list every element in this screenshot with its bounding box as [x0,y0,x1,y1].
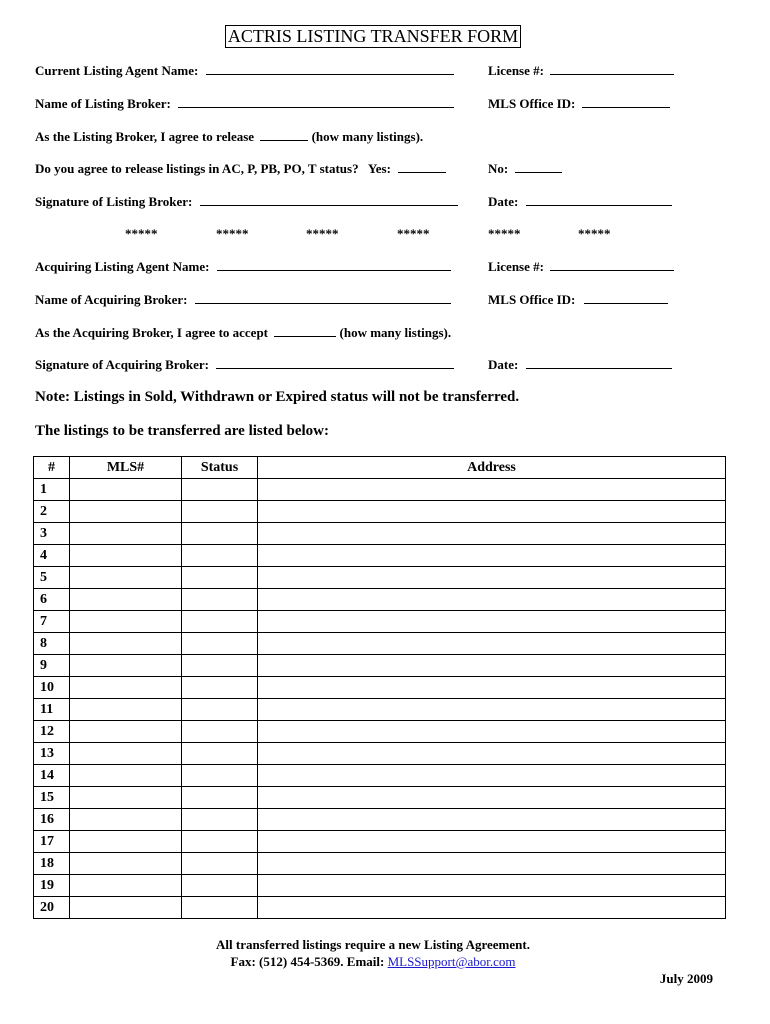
row-number: 1 [34,479,70,501]
yes-label: Yes: [367,161,391,176]
footer-agreement: All transferred listings require a new Listing Agreement. [216,937,530,952]
no-label: No: [488,161,509,176]
note-text: Note: Listings in Sold, Withdrawn or Expired status will not be transferred. [35,389,520,405]
current-agent-row [35,63,454,79]
license-row-1 [488,63,674,79]
row-mls-cell[interactable] [70,787,182,809]
separator-star-3: ***** [306,226,339,241]
table-row [34,479,726,501]
date-row-2 [488,357,672,373]
table-row [34,897,726,919]
row-number: 19 [34,875,70,897]
mls-office-field-1[interactable] [582,107,670,108]
release-row [35,129,423,145]
row-address-cell[interactable] [258,743,726,765]
row-number: 3 [34,523,70,545]
signature-listing-label: Signature of Listing Broker: [35,194,193,209]
row-number: 14 [34,765,70,787]
row-address-cell[interactable] [258,897,726,919]
release-status-label: Do you agree to release listings in AC, P, PB, PO, T status? [35,161,359,176]
row-status-cell[interactable] [182,765,258,787]
acquiring-agent-label: Acquiring Listing Agent Name: [35,259,210,274]
row-mls-cell[interactable] [70,655,182,677]
mls-office-row-2 [488,292,668,308]
license-field-2[interactable] [550,270,674,271]
no-row [488,161,562,177]
table-header-row [34,457,726,479]
header-number: # [34,457,70,479]
row-mls-cell[interactable] [70,677,182,699]
release-status-row [35,161,446,177]
table-row [34,655,726,677]
row-mls-cell[interactable] [70,501,182,523]
date-field-2[interactable] [526,368,672,369]
table-row [34,765,726,787]
mls-office-label-1: MLS Office ID: [488,96,576,111]
license-row-2 [488,259,674,275]
row-mls-cell[interactable] [70,589,182,611]
table-row [34,633,726,655]
table-row [34,809,726,831]
row-number: 8 [34,633,70,655]
release-label: As the Listing Broker, I agree to release [35,129,255,144]
table-row [34,853,726,875]
header-mls: MLS# [70,457,182,479]
row-mls-cell[interactable] [70,765,182,787]
row-address-cell[interactable] [258,567,726,589]
row-address-cell[interactable] [258,589,726,611]
row-mls-cell[interactable] [70,611,182,633]
row-mls-cell[interactable] [70,897,182,919]
row-status-cell[interactable] [182,633,258,655]
separator-star-5: ***** [488,226,521,241]
row-address-cell[interactable] [258,699,726,721]
mls-office-field-2[interactable] [584,303,668,304]
row-address-cell[interactable] [258,831,726,853]
row-status-cell[interactable] [182,611,258,633]
footer-fax: Fax: (512) 454-5369. Email: [230,954,385,969]
signature-acquiring-row [35,357,454,373]
row-mls-cell[interactable] [70,523,182,545]
separator-star-1: ***** [125,226,158,241]
table-row [34,699,726,721]
row-mls-cell[interactable] [70,853,182,875]
row-mls-cell[interactable] [70,809,182,831]
signature-listing-row [35,194,458,210]
row-address-cell[interactable] [258,501,726,523]
row-status-cell[interactable] [182,479,258,501]
acquiring-broker-label: Name of Acquiring Broker: [35,292,188,307]
footer-contact [0,954,746,970]
row-address-cell[interactable] [258,765,726,787]
row-address-cell[interactable] [258,611,726,633]
date-row-1 [488,194,672,210]
row-number: 20 [34,897,70,919]
row-mls-cell[interactable] [70,567,182,589]
row-address-cell[interactable] [258,655,726,677]
acquiring-agent-field[interactable] [217,270,451,271]
table-row [34,523,726,545]
row-number: 5 [34,567,70,589]
row-status-cell[interactable] [182,523,258,545]
license-label-2: License #: [488,259,544,274]
row-status-cell[interactable] [182,853,258,875]
current-agent-label: Current Listing Agent Name: [35,63,199,78]
separator-star-2: ***** [216,226,249,241]
row-status-cell[interactable] [182,699,258,721]
signature-listing-field[interactable] [200,205,458,206]
row-number: 11 [34,699,70,721]
row-address-cell[interactable] [258,875,726,897]
row-address-cell[interactable] [258,853,726,875]
table-row [34,831,726,853]
row-address-cell[interactable] [258,721,726,743]
separator-star-4: ***** [397,226,430,241]
table-row [34,677,726,699]
release-count-field[interactable] [260,140,308,141]
table-row [34,567,726,589]
row-status-cell[interactable] [182,897,258,919]
mls-office-row-1 [488,96,670,112]
table-body [34,479,726,919]
row-status-cell[interactable] [182,655,258,677]
header-address: Address [258,457,726,479]
row-mls-cell[interactable] [70,831,182,853]
row-status-cell[interactable] [182,831,258,853]
no-field[interactable] [515,172,562,173]
date-label-1: Date: [488,194,519,209]
row-number: 16 [34,809,70,831]
row-status-cell[interactable] [182,875,258,897]
row-number: 18 [34,853,70,875]
row-number: 4 [34,545,70,567]
row-number: 12 [34,721,70,743]
listed-below-text: The listings to be transferred are listed below: [35,423,330,439]
current-agent-field[interactable] [206,74,454,75]
table-row [34,875,726,897]
row-status-cell[interactable] [182,545,258,567]
row-number: 10 [34,677,70,699]
row-address-cell[interactable] [258,809,726,831]
row-status-cell[interactable] [182,501,258,523]
row-number: 17 [34,831,70,853]
row-address-cell[interactable] [258,633,726,655]
yes-field[interactable] [398,172,446,173]
header-status: Status [182,457,258,479]
release-suffix: (how many listings). [311,129,424,144]
date-label-2: Date: [488,357,519,372]
license-label-1: License #: [488,63,544,78]
accept-row [35,325,451,341]
table-row [34,545,726,567]
row-mls-cell[interactable] [70,875,182,897]
row-address-cell[interactable] [258,545,726,567]
acquiring-broker-field[interactable] [195,303,451,304]
form-date: July 2009 [659,971,713,986]
row-status-cell[interactable] [182,589,258,611]
row-number: 15 [34,787,70,809]
date-field-1[interactable] [526,205,672,206]
row-mls-cell[interactable] [70,721,182,743]
table-row [34,501,726,523]
row-address-cell[interactable] [258,677,726,699]
row-mls-cell[interactable] [70,743,182,765]
listing-broker-row [35,96,454,112]
form-title [0,25,746,48]
acquiring-agent-row [35,259,451,275]
row-mls-cell[interactable] [70,479,182,501]
acquiring-broker-row [35,292,451,308]
row-mls-cell[interactable] [70,545,182,567]
listings-table [33,456,726,919]
accept-label: As the Acquiring Broker, I agree to accept [35,325,269,340]
signature-acquiring-field[interactable] [216,368,454,369]
table-row [34,743,726,765]
row-status-cell[interactable] [182,721,258,743]
table-row [34,611,726,633]
row-number: 7 [34,611,70,633]
row-status-cell[interactable] [182,809,258,831]
row-status-cell[interactable] [182,677,258,699]
email-link[interactable]: MLSSupport@abor.com [387,954,516,969]
row-address-cell[interactable] [258,479,726,501]
license-field-1[interactable] [550,74,674,75]
listing-broker-field[interactable] [178,107,454,108]
separator-star-6: ***** [578,226,611,241]
table-row [34,589,726,611]
row-status-cell[interactable] [182,787,258,809]
row-status-cell[interactable] [182,567,258,589]
row-mls-cell[interactable] [70,699,182,721]
row-address-cell[interactable] [258,523,726,545]
row-address-cell[interactable] [258,787,726,809]
table-row [34,721,726,743]
row-status-cell[interactable] [182,743,258,765]
row-number: 13 [34,743,70,765]
accept-count-field[interactable] [274,336,336,337]
row-number: 6 [34,589,70,611]
table-row [34,787,726,809]
listing-broker-label: Name of Listing Broker: [35,96,171,111]
row-mls-cell[interactable] [70,633,182,655]
row-number: 2 [34,501,70,523]
row-number: 9 [34,655,70,677]
accept-suffix: (how many listings). [339,325,452,340]
mls-office-label-2: MLS Office ID: [488,292,576,307]
form-title-text: ACTRIS LISTING TRANSFER FORM [225,25,521,48]
signature-acquiring-label: Signature of Acquiring Broker: [35,357,209,372]
